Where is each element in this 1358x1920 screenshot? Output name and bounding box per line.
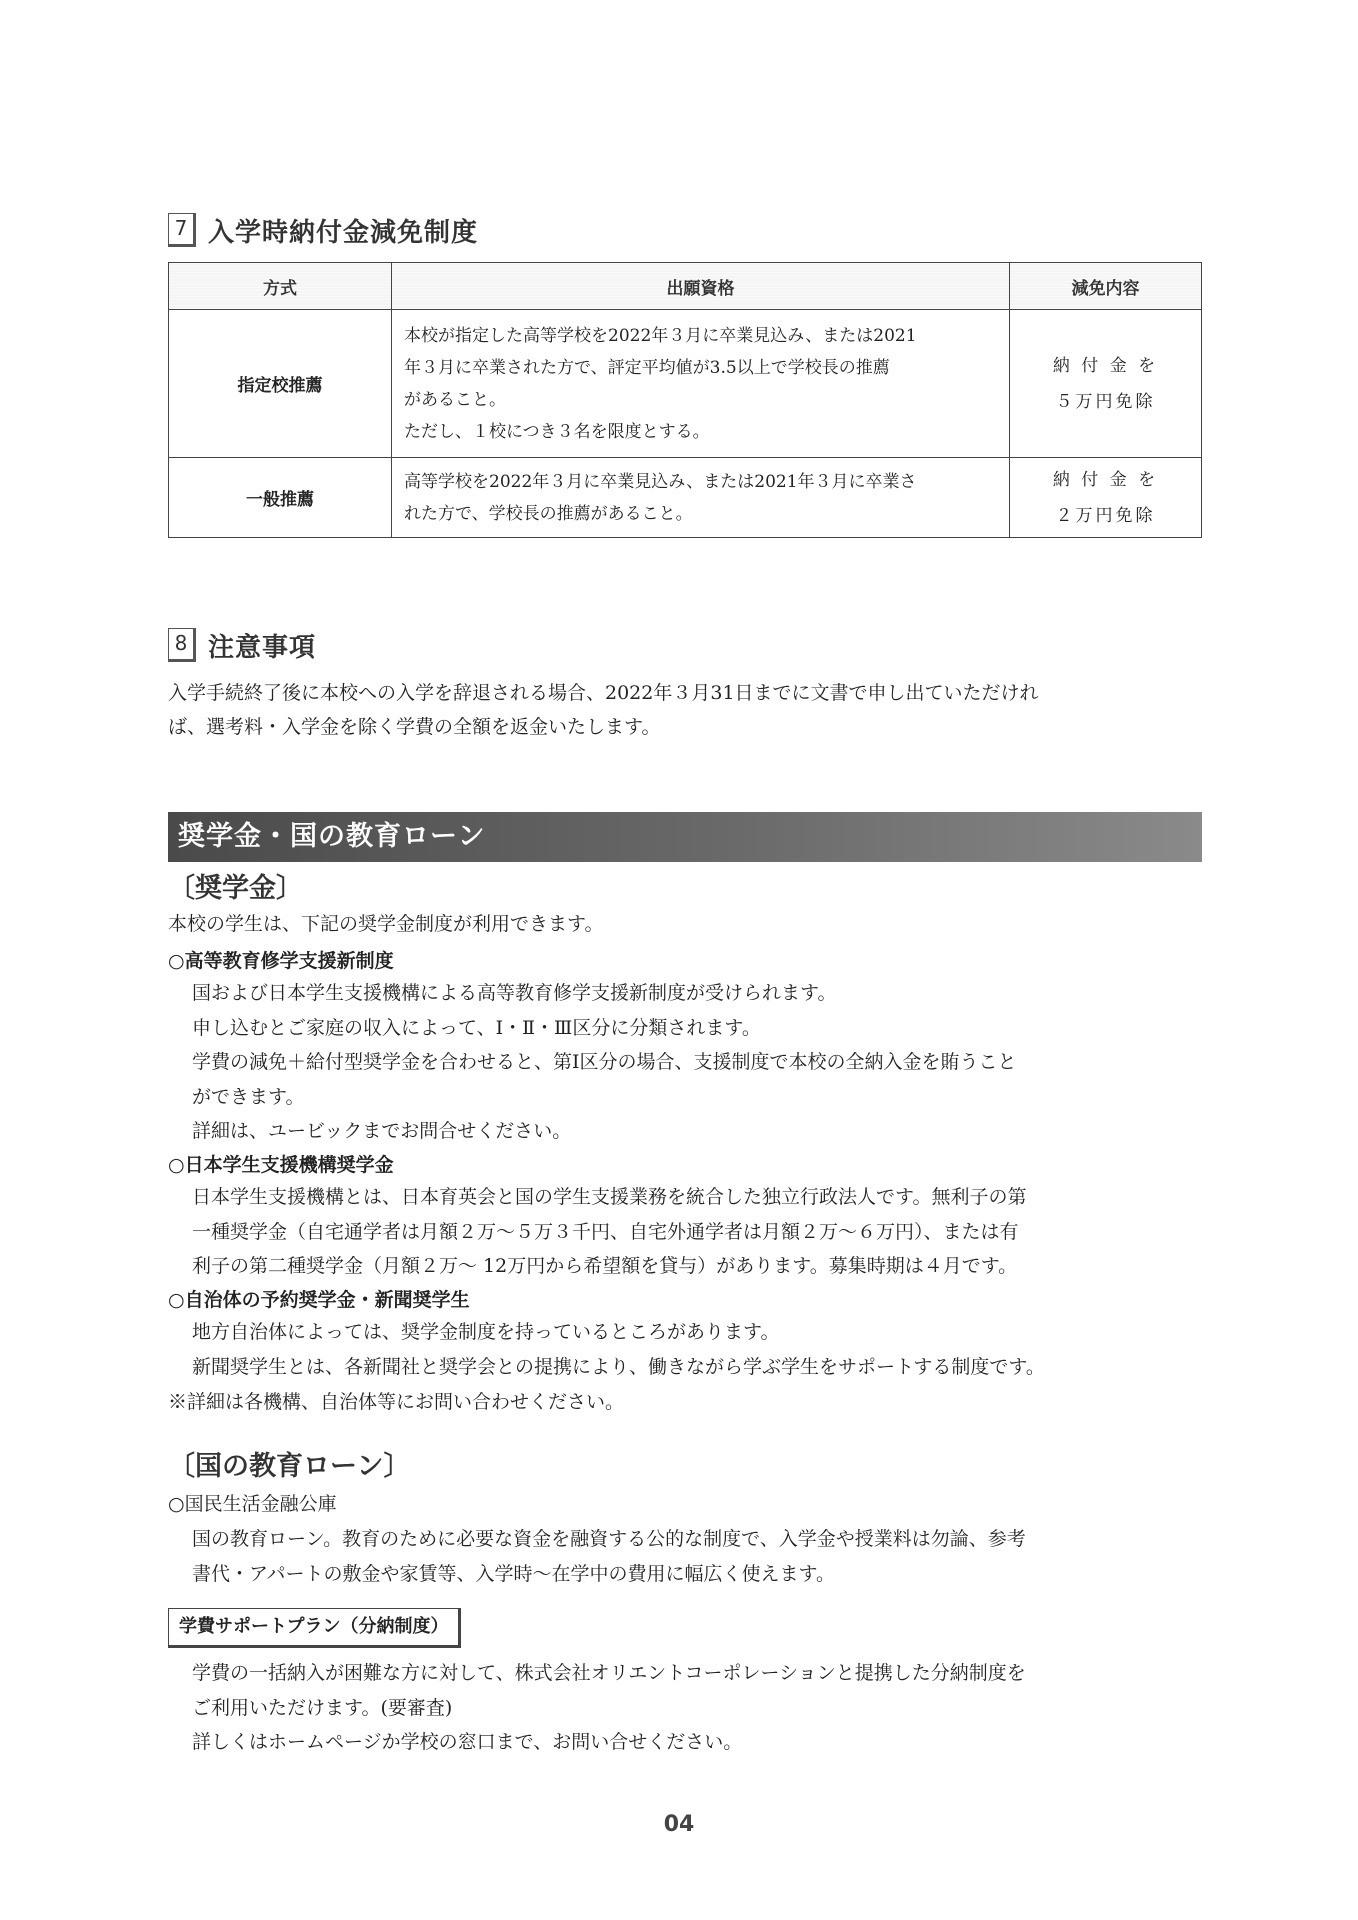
qualification-cell	[392, 458, 1010, 538]
section-number-box: 8	[168, 628, 196, 662]
body-line: ができます。	[192, 1085, 305, 1108]
scholarship-item-body	[192, 976, 1017, 1149]
header-method: 方式	[169, 263, 392, 310]
benefit-line: 納 付 金 を	[1052, 469, 1159, 490]
benefit-line: ２万円免除	[1055, 505, 1156, 526]
qualification-line: があること。	[404, 389, 506, 410]
loan-heading: 〔国の教育ローン〕	[168, 1451, 411, 1482]
notice-paragraph	[168, 676, 1039, 744]
benefit-line: ５万円免除	[1055, 391, 1156, 412]
scholarship-note: ※詳細は各機構、自治体等にお問い合わせください。	[168, 1391, 625, 1413]
header-benefit: 減免内容	[1010, 263, 1202, 310]
section-title: 注意事項	[208, 632, 317, 663]
qualification-line: 年３月に卒業された方で、評定平均値が3.5以上で学校長の推薦	[404, 357, 890, 378]
support-plan-body	[192, 1656, 1026, 1760]
section-number-box: 7	[168, 213, 196, 247]
benefit-cell	[1010, 310, 1202, 458]
section-7-heading	[168, 210, 478, 250]
loan-body	[192, 1522, 1026, 1591]
body-line: 地方自治体によっては、奨学金制度を持っているところがあります。	[192, 1321, 780, 1343]
qualification-line: れた方で、学校長の推薦があること。	[404, 503, 693, 524]
body-line: 詳しくはホームページか学校の窓口まで、お問い合せください。	[192, 1731, 743, 1753]
body-line: 書代・アパートの敷金や家賃等、入学時～在学中の費用に幅広く使えます。	[192, 1562, 835, 1585]
scholarship-item-title: ○高等教育修学支援新制度	[168, 950, 394, 972]
scholarship-item-body	[192, 1180, 1026, 1284]
table-header-row	[169, 263, 1202, 310]
method-cell: 指定校推薦	[169, 310, 392, 458]
support-plan-title: 学費サポートプラン（分納制度）	[168, 1608, 461, 1648]
scholarship-heading: 〔奨学金〕	[168, 873, 303, 904]
scholarship-intro: 本校の学生は、下記の奨学金制度が利用できます。	[168, 913, 604, 935]
table-row	[169, 310, 1202, 458]
body-line: 詳細は、ユービックまでお問合せください。	[192, 1120, 572, 1142]
section-title: 入学時納付金減免制度	[208, 217, 479, 248]
benefit-cell	[1010, 458, 1202, 538]
body-line: 国および日本学生支援機構による高等教育修学支援新制度が受けられます。	[192, 982, 837, 1004]
header-qualification: 出願資格	[392, 263, 1010, 310]
method-cell: 一般推薦	[169, 458, 392, 538]
qualification-line: 本校が指定した高等学校を2022年３月に卒業見込み、または2021	[404, 325, 917, 346]
body-line: 申し込むとご家庭の収入によって、Ⅰ・Ⅱ・Ⅲ区分に分類されます。	[192, 1016, 761, 1039]
body-line: 学費の減免＋給付型奨学金を合わせると、第Ⅰ区分の場合、支援制度で本校の全納入金を賄うこと	[192, 1051, 1017, 1073]
body-line: 学費の一括納入が困難な方に対して、株式会社オリエントコーポレーションと提携した分納制度を	[192, 1662, 1026, 1684]
body-line: 一種奨学金（自宅通学者は月額２万～５万３千円、自宅外通学者は月額２万～６万円）、または有	[192, 1220, 1019, 1243]
body-line: 利子の第二種奨学金（月額２万～ 12万円から希望額を貸与）があります。募集時期は４月です。	[192, 1255, 1018, 1277]
qualification-line: 高等学校を2022年３月に卒業見込み、または2021年３月に卒業さ	[404, 471, 917, 492]
fee-reduction-table	[168, 262, 1202, 538]
table-row	[169, 458, 1202, 538]
qualification-line: ただし、１校につき３名を限度とする。	[404, 421, 710, 442]
notice-line: ば、選考料・入学金を除く学費の全額を返金いたします。	[168, 716, 661, 738]
body-line: 新聞奨学生とは、各新聞社と奨学会との提携により、働きながら学ぶ学生をサポートする制度です。	[192, 1355, 1045, 1378]
body-line: 日本学生支援機構とは、日本育英会と国の学生支援業務を統合した独立行政法人です。無利子の第	[192, 1186, 1027, 1208]
benefit-line: 納 付 金 を	[1052, 355, 1159, 376]
page-number: 04	[663, 1812, 695, 1837]
scholarship-item-title: ○日本学生支援機構奨学金	[168, 1154, 394, 1176]
loan-title: ○国民生活金融公庫	[168, 1493, 337, 1515]
qualification-cell	[392, 310, 1010, 458]
body-line: 国の教育ローン。教育のために必要な資金を融資する公的な制度で、入学金や授業料は勿論、参考	[192, 1528, 1026, 1550]
scholarship-item-title: ○自治体の予約奨学金・新聞奨学生	[168, 1289, 470, 1311]
scholarship-section-band: 奨学金・国の教育ローン	[168, 812, 1202, 862]
notice-line: 入学手続終了後に本校への入学を辞退される場合、2022年３月31日までに文書で申し出ていただけれ	[168, 682, 1039, 704]
scholarship-item-body	[192, 1315, 1045, 1384]
section-8-heading	[168, 625, 316, 665]
body-line: ご利用いただけます。(要審査)	[192, 1696, 453, 1719]
